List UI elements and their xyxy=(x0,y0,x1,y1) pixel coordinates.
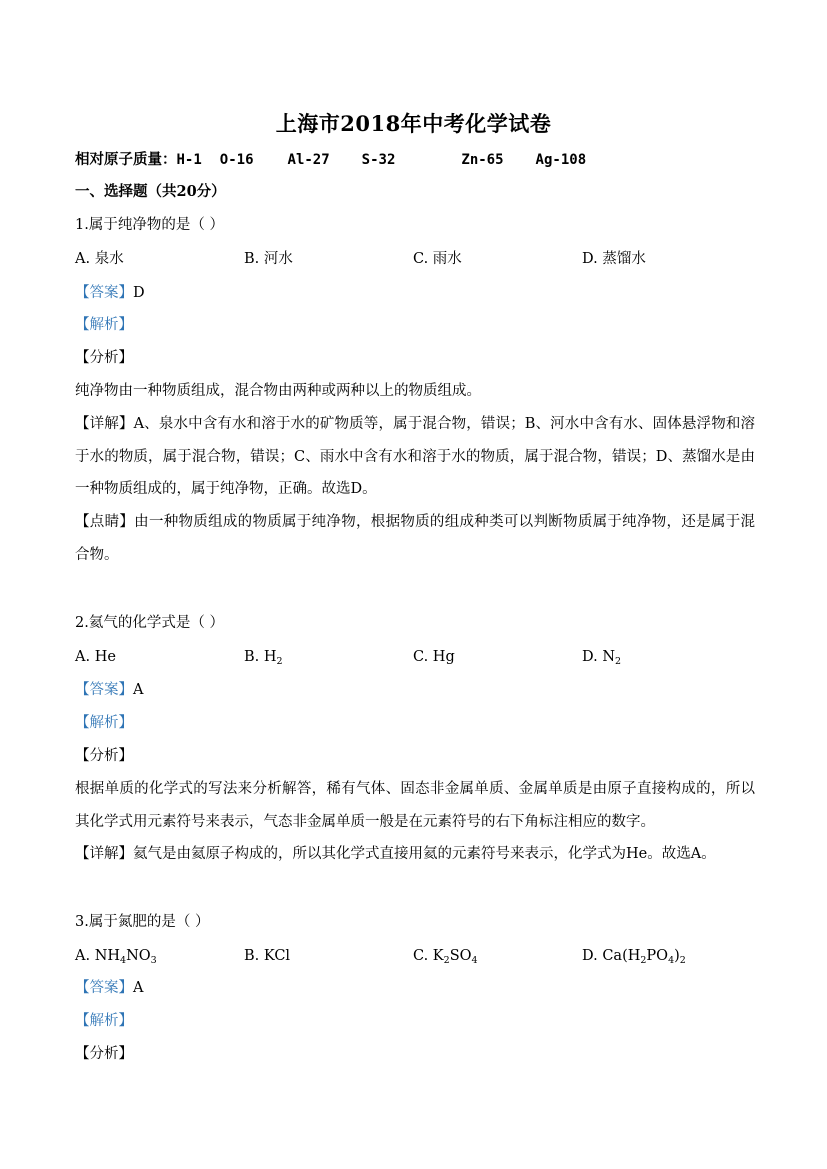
q2-option-a: A. He xyxy=(75,649,116,665)
q2-option-c: C. Hg xyxy=(413,649,455,665)
q1-jiexi-label: 【解析】 xyxy=(75,317,133,333)
answer-label: 【答案】 xyxy=(75,682,133,698)
atomic-mass-line xyxy=(75,150,586,170)
q1-fenxi-label: 【分析】 xyxy=(75,350,133,366)
q2-option-b: B. $H_2$ xyxy=(244,649,283,667)
q2-analysis: 根据单质的化学式的写法来分析解答，稀有气体、固态非金属单质、金属单质是由原子直接构成的，所以其化学式用元素符号来表示，气态非金属单质一般是在元素符号的右下角标注相应的数字。 xyxy=(75,781,755,830)
mass-ag: Ag-108 xyxy=(535,152,587,168)
answer-value: D xyxy=(133,285,145,301)
q2-fenxi-label: 【分析】 xyxy=(75,748,133,764)
answer-label: 【答案】 xyxy=(75,980,133,996)
page-title: 上海市2018年中考化学试卷 xyxy=(275,111,552,136)
q1-answer xyxy=(75,283,145,303)
question-2-stem: 2.氦气的化学式是（ ） xyxy=(75,615,224,631)
answer-value: A xyxy=(133,682,144,698)
q2-jiexi-label: 【解析】 xyxy=(75,715,133,731)
q1-comment: 【点睛】由一种物质组成的物质属于纯净物，根据物质的组成种类可以判断物质属于纯净物，还是属于混合物。 xyxy=(75,514,755,563)
mass-h: H-1 xyxy=(176,152,202,168)
q2-answer xyxy=(75,680,143,700)
answer-label: 【答案】 xyxy=(75,285,133,301)
q3-answer xyxy=(75,978,143,998)
q1-option-d: D. 蒸馏水 xyxy=(582,251,646,267)
mass-s: S-32 xyxy=(361,152,396,168)
q3-option-a: A. $NH_4NO_3$ xyxy=(75,948,157,966)
q1-analysis: 纯净物由一种物质组成，混合物由两种或两种以上的物质组成。 xyxy=(75,383,481,399)
q3-option-b: B. KCl xyxy=(244,948,291,964)
q1-option-a: A. 泉水 xyxy=(75,251,124,267)
q3-option-d: D. $Ca(H_2PO_4)_2$ xyxy=(582,948,686,966)
question-1-stem: 1.属于纯净物的是（ ） xyxy=(75,217,224,233)
q2-option-d: D. $N_2$ xyxy=(582,649,622,667)
mass-zn: Zn-65 xyxy=(461,152,504,168)
question-3-stem: 3.属于氮肥的是（ ） xyxy=(75,914,210,930)
q1-detail: 【详解】A、泉水中含有水和溶于水的矿物质等，属于混合物，错误；B、河水中含有水、固体悬浮物和溶于水的物质，属于混合物，错误；C、雨水中含有水和溶于水的物质，属于混合物，错误；D、蒸馏水是由一种物质组成的，属于纯净物，正确。故选D。 xyxy=(75,416,755,497)
answer-value: A xyxy=(133,980,144,996)
q3-fenxi-label: 【分析】 xyxy=(75,1046,133,1062)
q3-option-c: C. $K_2SO_4$ xyxy=(413,948,478,966)
mass-o: O-16 xyxy=(219,152,254,168)
q1-option-b: B. 河水 xyxy=(244,251,293,267)
section-heading: 一、选择题（共20分） xyxy=(75,183,226,200)
q1-option-c: C. 雨水 xyxy=(413,251,462,267)
atomic-mass-label: 相对原子质量： xyxy=(75,151,177,168)
q2-detail: 【详解】氦气是由氦原子构成的，所以其化学式直接用氦的元素符号来表示，化学式为He。故选A。 xyxy=(75,846,716,862)
q3-jiexi-label: 【解析】 xyxy=(75,1013,133,1029)
mass-al: Al-27 xyxy=(287,152,330,168)
